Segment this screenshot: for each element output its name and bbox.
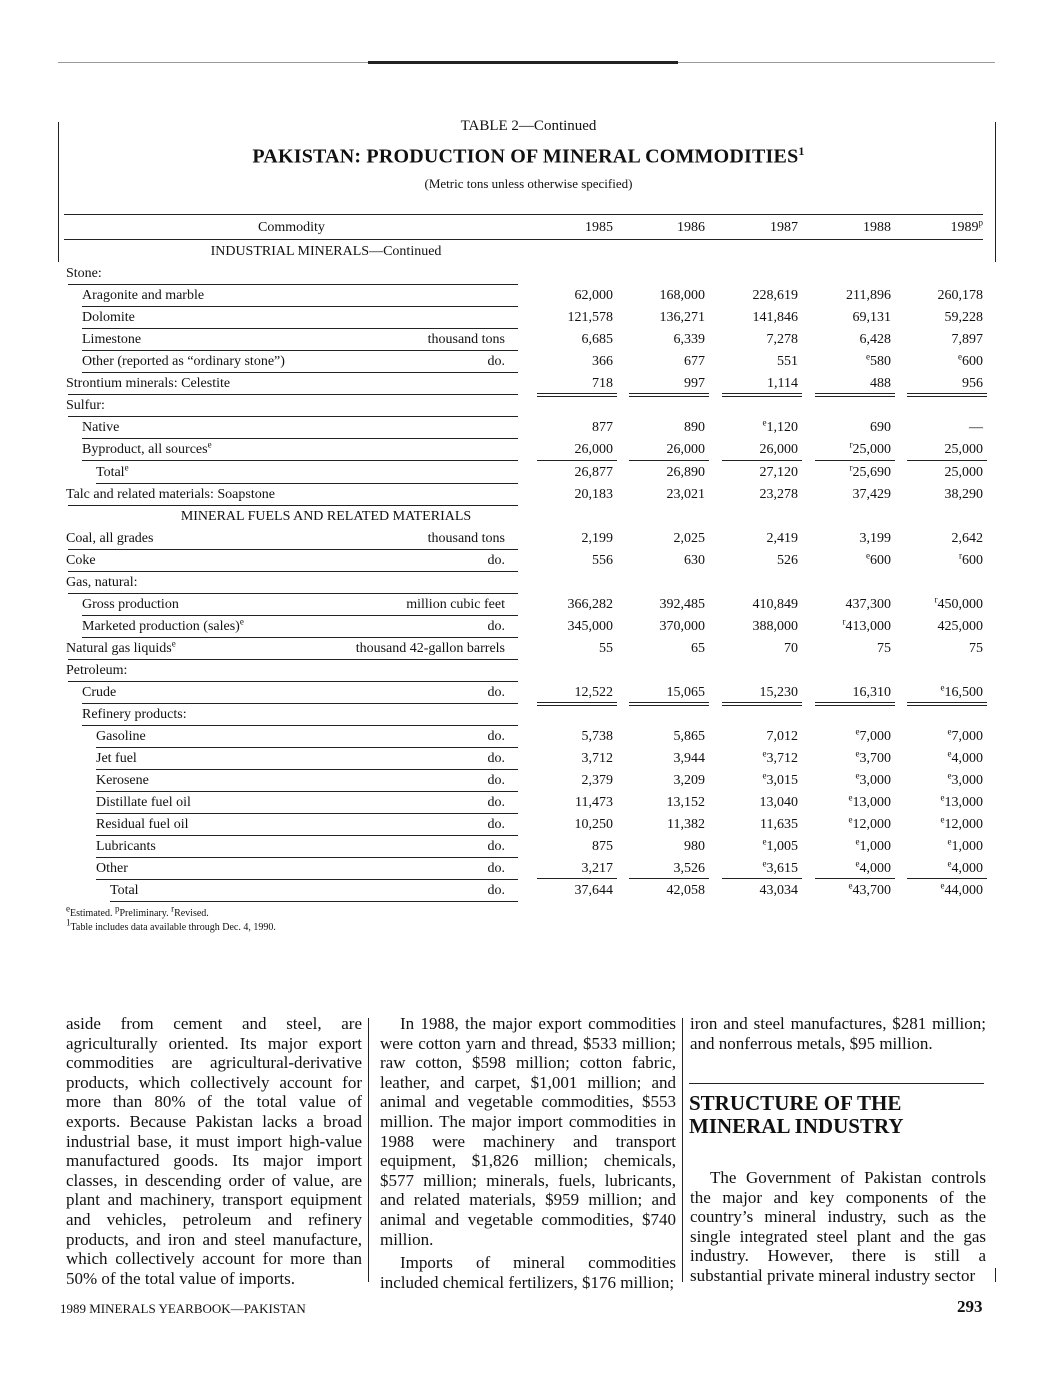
cell-value: 136,271 [659, 310, 705, 326]
cell-value: 2,199 [581, 530, 613, 546]
table-row [0, 791, 1055, 813]
row-label: Stone: [66, 266, 102, 282]
cell-value: 12,522 [574, 685, 613, 700]
cell-value: 425,000 [937, 618, 983, 634]
cell-value: 3,209 [673, 773, 705, 789]
paragraph: iron and steel manufactures, $281 million; and nonferrous metals, $95 million. [690, 1014, 986, 1053]
cell-value: $^e$43,700 [848, 880, 891, 899]
cell-value: 42,058 [666, 883, 705, 899]
row-label: Aragonite and marble [82, 288, 205, 304]
column-header-1987: 1987 [770, 220, 798, 235]
cell-value: 75 [877, 640, 891, 656]
row-label: Refinery products: [82, 707, 187, 723]
table-caption-label: TABLE 2—Continued [460, 118, 597, 134]
row-label: Native [82, 420, 120, 436]
row-label: Lubricants [96, 839, 156, 855]
cell-value: 59,228 [944, 310, 983, 326]
cell-value: $^e$3,015 [762, 770, 798, 789]
table-subtitle: (Metric tons unless otherwise specified) [424, 176, 633, 191]
row-label: Natural gas liquids$^e$ [66, 638, 176, 656]
table-row [0, 747, 1055, 769]
row-unit: thousand 42-gallon barrels [355, 640, 505, 656]
body-column-3 [690, 1014, 986, 1053]
cell-value: 345,000 [567, 618, 613, 634]
row-label: Sulfur: [66, 398, 105, 414]
cell-value: 3,199 [859, 530, 891, 546]
cell-value: $^e$7,000 [855, 726, 891, 745]
body-column-2 [380, 1014, 676, 1292]
cell-value: 556 [592, 552, 613, 568]
row-label: Byproduct, all sources$^e$ [82, 439, 212, 458]
cell-value: 26,000 [666, 442, 705, 458]
cell-value: 228,619 [752, 288, 798, 304]
running-footer: 1989 MINERALS YEARBOOK—PAKISTAN [60, 1301, 306, 1316]
cell-value: 13,040 [759, 795, 798, 811]
cell-value: 366,282 [567, 596, 613, 612]
cell-value: 875 [592, 839, 613, 855]
column-header-1986: 1986 [677, 220, 705, 235]
cell-value: 677 [684, 354, 705, 370]
cell-value: $^e$3,000 [855, 770, 891, 789]
row-label: Residual fuel oil [96, 817, 189, 833]
cell-value: 65 [691, 640, 705, 656]
cell-value: 366 [592, 354, 613, 370]
row-unit: thousand tons [427, 332, 505, 348]
row-label: Distillate fuel oil [96, 795, 191, 811]
paragraph: The Government of Pakistan controls the major and key components of the country’s mineral industry, such as the single integrated steel plant and the gas industry. However, there is still a substantial private mineral industry sector [690, 1168, 986, 1285]
cell-value: $^e$1,120 [762, 417, 798, 436]
row-label: INDUSTRIAL MINERALS—Continued [210, 244, 442, 259]
column-header-1985: 1985 [585, 220, 613, 235]
cell-value: $^e$600 [958, 351, 983, 370]
cell-value: $^e$12,000 [848, 814, 891, 833]
row-label: Other [96, 861, 128, 877]
footnote-1: 1Table includes data available through Dec. 4, 1990. [66, 917, 276, 933]
cell-value: $^e$1,000 [947, 836, 983, 855]
table-row [0, 306, 1055, 328]
cell-value: $^e$3,000 [947, 770, 983, 789]
cell-value: 20,183 [574, 486, 613, 502]
row-unit: do. [487, 552, 505, 568]
cell-value: 890 [684, 420, 705, 436]
column-header-commodity: Commodity [258, 220, 325, 235]
table-section-heading [0, 505, 1055, 527]
cell-value: 38,290 [944, 486, 983, 502]
paragraph: aside from cement and steel, are agriculturally oriented. Its major export commodities are agricultural-derivative products, which collectively account for more than 80% of the total value of exports. Because Pakistan lacks a broad industrial base, it must import high-value manufactured goods. Its major import classes, in descending order of value, are plant and machinery, transport equipment and vehicles, petroleum and refinery products, and iron and steel manufacture, which collectively account for more than 50% of the total value of imports. [66, 1014, 362, 1288]
row-unit: do. [487, 817, 505, 833]
cell-value: 410,849 [752, 596, 798, 612]
column-rule [368, 1018, 369, 1282]
cell-value: 15,230 [759, 685, 798, 700]
section-heading-block [689, 1083, 984, 1138]
cell-value: $^r$25,690 [849, 461, 891, 480]
cell-value: 25,000 [944, 442, 983, 458]
cell-value: $^e$4,000 [947, 858, 983, 877]
cell-value: 43,034 [759, 883, 798, 899]
cell-value: $^e$580 [866, 351, 891, 370]
paragraph: Imports of mineral commodities included chemical fertilizers, $176 million; [380, 1253, 676, 1292]
table-row [0, 483, 1055, 505]
cell-value: 75 [969, 640, 983, 656]
row-label: Strontium minerals: Celestite [66, 376, 231, 392]
row-label: Gas, natural: [66, 574, 138, 590]
table-row [0, 725, 1055, 747]
cell-value: $^e$13,000 [940, 792, 983, 811]
cell-value: $^e$3,712 [762, 748, 798, 767]
row-unit: million cubic feet [406, 596, 505, 612]
table-row [0, 549, 1055, 571]
row-label: Jet fuel [96, 751, 137, 767]
cell-value: 260,178 [937, 288, 983, 304]
cell-value: 7,278 [766, 332, 798, 348]
row-label: MINERAL FUELS AND RELATED MATERIALS [180, 508, 472, 524]
cell-value: 437,300 [845, 596, 891, 612]
table-row [0, 416, 1055, 438]
row-label: Gasoline [96, 729, 146, 745]
cell-value: 997 [684, 376, 705, 392]
row-label: Dolomite [82, 310, 135, 326]
cell-value: 37,644 [574, 883, 613, 899]
header-top-rule [64, 214, 983, 215]
row-unit: do. [487, 618, 505, 634]
cell-value: 7,012 [766, 729, 798, 745]
heading-rule [689, 1083, 984, 1084]
paragraph: In 1988, the major export commodities were cotton yarn and thread, $533 million; raw cotton, $598 million; cotton fabric, leather, and carpet, $1,001 million; and animal and vegetable commodities, $553 million. The major import commodities in 1988 were machinery and transport equipment, $1,826 million; chemicals, $577 million; minerals, fuels, lubricants, and related materials, $959 million; and animal and vegetable commodities, $740 million. [380, 1014, 676, 1249]
cell-value: 121,578 [567, 310, 613, 326]
cell-value: 23,021 [666, 486, 705, 502]
cell-value: 11,635 [760, 817, 798, 833]
cell-value: 370,000 [659, 618, 705, 634]
table-section-heading [0, 240, 1055, 262]
row-label: Limestone [82, 332, 142, 348]
cell-value: 5,738 [581, 729, 613, 745]
cell-value: 488 [870, 376, 891, 392]
cell-value: 6,685 [581, 332, 613, 348]
table-row [0, 681, 1055, 703]
cell-value: 5,865 [673, 729, 705, 745]
row-unit: do. [487, 751, 505, 767]
cell-value: $^r$600 [959, 550, 983, 568]
table-row [0, 659, 1055, 681]
cell-value: 26,877 [574, 464, 613, 480]
row-unit: do. [487, 729, 505, 745]
cell-value: 11,382 [667, 817, 705, 833]
cell-value: $^e$1,005 [762, 836, 798, 855]
cell-value: 37,429 [852, 486, 891, 502]
cell-value: 7,897 [951, 332, 983, 348]
table-row [0, 394, 1055, 416]
right-edge-rule [995, 1268, 996, 1282]
cell-value: 10,250 [574, 817, 613, 833]
cell-value: 27,120 [759, 464, 798, 480]
cell-value: $^e$1,000 [855, 836, 891, 855]
table-row [0, 769, 1055, 791]
row-unit: do. [487, 795, 505, 811]
row-rule [110, 901, 518, 902]
cell-value: 168,000 [659, 288, 705, 304]
cell-value: 956 [962, 376, 983, 392]
row-unit: do. [487, 773, 505, 789]
column-header-1988: 1988 [863, 220, 891, 235]
cell-value: 25,000 [944, 464, 983, 480]
row-label: Coke [66, 552, 96, 568]
cell-value: 3,944 [673, 751, 705, 767]
table-title: PAKISTAN: PRODUCTION OF MINERAL COMMODITIES$^1$ [252, 144, 805, 168]
cell-value: 3,712 [581, 751, 613, 767]
cell-value: 551 [777, 354, 798, 370]
cell-value: 2,025 [673, 530, 705, 546]
table-row [0, 328, 1055, 350]
cell-value: 69,131 [852, 310, 891, 326]
cell-value: 16,310 [852, 685, 891, 700]
row-label: Marketed production (sales)$^e$ [82, 616, 244, 634]
row-unit: do. [487, 861, 505, 877]
cell-value: 26,000 [574, 442, 613, 458]
row-label: Total [110, 883, 139, 899]
table-row [0, 461, 1055, 483]
cell-value: $^e$7,000 [947, 726, 983, 745]
table-row [0, 835, 1055, 857]
page-number: 293 [957, 1297, 983, 1316]
section-heading: STRUCTURE OF THE MINERAL INDUSTRY [689, 1091, 904, 1138]
cell-value: 13,152 [666, 795, 705, 811]
cell-value: 526 [777, 552, 798, 568]
cell-value: $^r$25,000 [849, 439, 891, 458]
row-unit: do. [487, 883, 505, 899]
cell-value: — [969, 420, 983, 436]
cell-value: 62,000 [574, 288, 613, 304]
cell-value: $^e$13,000 [848, 792, 891, 811]
row-label: Kerosene [96, 773, 149, 789]
table-row [0, 438, 1055, 460]
row-label: Talc and related materials: Soapstone [66, 486, 275, 502]
cell-value: 26,890 [666, 464, 705, 480]
row-label: Crude [82, 685, 117, 700]
row-label: Coal, all grades [66, 530, 154, 546]
cell-value: 141,846 [752, 310, 798, 326]
cell-value: $^r$413,000 [842, 616, 891, 634]
cell-value: 392,485 [659, 596, 705, 612]
cell-value: 2,419 [766, 530, 798, 546]
table-row [0, 527, 1055, 549]
cell-value: 6,339 [673, 332, 705, 348]
column-header-1989: 1989$^p$ [950, 217, 983, 235]
row-label: Total$^e$ [96, 461, 129, 480]
cell-value: 2,642 [951, 530, 983, 546]
cell-value: 690 [870, 420, 891, 436]
cell-value: 388,000 [752, 618, 798, 634]
table-row [0, 593, 1055, 615]
top-rule-accent [368, 61, 678, 64]
table-row [0, 372, 1055, 394]
cell-value: 980 [684, 839, 705, 855]
cell-value: 6,428 [859, 332, 891, 348]
row-label: Petroleum: [66, 662, 128, 678]
cell-value: $^e$12,000 [940, 814, 983, 833]
cell-value: 15,065 [666, 685, 705, 700]
table-row [0, 637, 1055, 659]
footnote-legend: eEstimated. pPreliminary. rRevised. [66, 903, 209, 919]
cell-value: 718 [592, 376, 613, 392]
cell-value: $^e$4,000 [947, 748, 983, 767]
cell-value: 211,896 [846, 288, 891, 304]
cell-value: 11,473 [575, 795, 613, 811]
cell-value: $^e$600 [866, 550, 891, 568]
cell-value: 2,379 [581, 773, 613, 789]
cell-value: 70 [784, 640, 798, 656]
cell-value: 630 [684, 552, 705, 568]
cell-value: 3,217 [581, 861, 613, 877]
row-label: Other (reported as “ordinary stone”) [82, 354, 285, 370]
row-label: Gross production [82, 596, 179, 612]
cell-value: 26,000 [759, 442, 798, 458]
cell-value: 23,278 [759, 486, 798, 502]
cell-value: 55 [599, 640, 613, 656]
row-unit: do. [487, 839, 505, 855]
cell-value: $^e$16,500 [940, 682, 983, 700]
row-unit: thousand tons [427, 530, 505, 546]
table-row [0, 284, 1055, 306]
cell-value: $^e$3,615 [762, 858, 798, 877]
body-column-1 [66, 1014, 362, 1288]
table-row [0, 615, 1055, 637]
cell-value: $^e$4,000 [855, 858, 891, 877]
body-column-3-continued [690, 1168, 986, 1286]
table-row [0, 571, 1055, 593]
cell-value: $^e$3,700 [855, 748, 891, 767]
table-row [0, 703, 1055, 725]
table-row [0, 857, 1055, 879]
cell-value: 1,114 [767, 376, 798, 392]
row-unit: do. [487, 354, 505, 370]
table-row [0, 262, 1055, 284]
cell-value: 877 [592, 420, 613, 436]
table-row [0, 879, 1055, 901]
row-unit: do. [487, 685, 505, 700]
column-rule [682, 1018, 683, 1282]
cell-value: $^e$44,000 [940, 880, 983, 899]
cell-value: 3,526 [673, 861, 705, 877]
cell-value: $^r$450,000 [934, 594, 983, 612]
table-row [0, 350, 1055, 372]
table-row [0, 813, 1055, 835]
